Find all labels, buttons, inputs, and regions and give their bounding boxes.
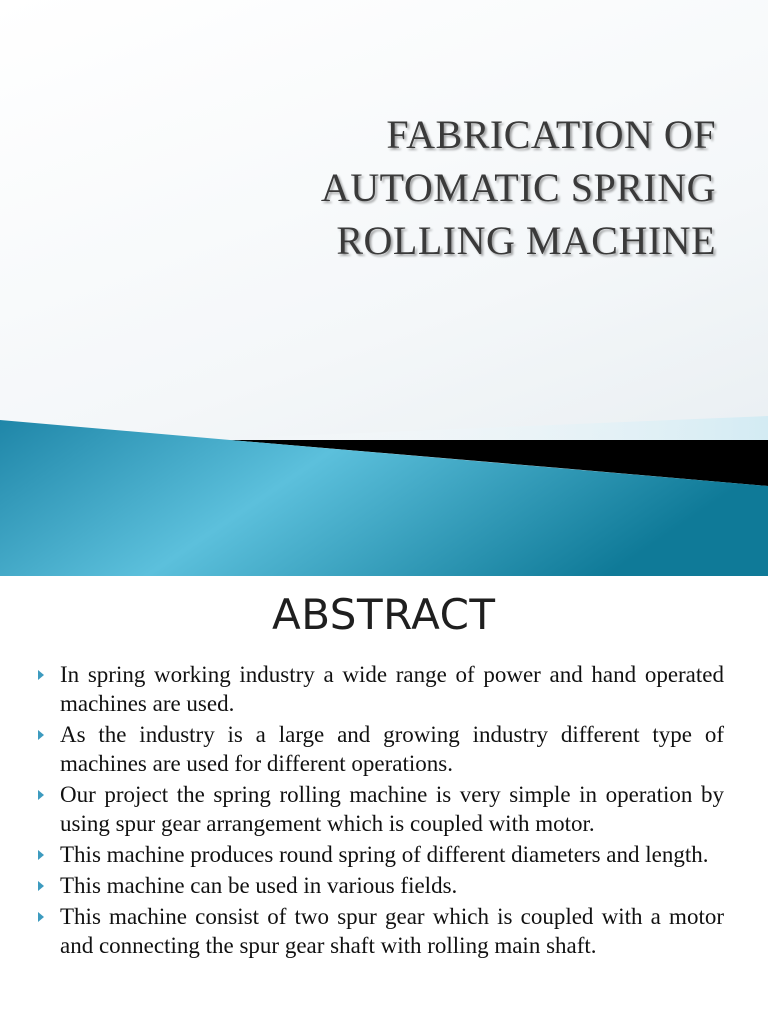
bullet-text: Our project the spring rolling machine is very simple in operation by using spur gear arrangement which is coupled with motor. <box>60 782 724 836</box>
abstract-heading: ABSTRACT <box>272 590 496 639</box>
abstract-bullet-list <box>38 660 724 962</box>
bullet-text: This machine consist of two spur gear which is coupled with a motor and connecting the spur gear shaft with rolling main shaft. <box>60 904 724 958</box>
bullet-text: In spring working industry a wide range of power and hand operated machines are used. <box>60 662 724 716</box>
banner-light-stripe <box>240 416 768 440</box>
triangle-bullet-icon <box>38 790 44 800</box>
abstract-slide <box>0 576 768 1024</box>
bullet-text: This machine can be used in various fields. <box>60 873 458 898</box>
bullet-item <box>38 660 724 718</box>
bullet-text: As the industry is a large and growing industry different type of machines are used for different operations. <box>60 722 724 776</box>
bullet-item <box>38 720 724 778</box>
bullet-item <box>38 902 724 960</box>
bullet-item <box>38 840 724 869</box>
bullet-item <box>38 780 724 838</box>
triangle-bullet-icon <box>38 670 44 680</box>
bullet-item <box>38 871 724 900</box>
triangle-bullet-icon <box>38 881 44 891</box>
decorative-banner <box>0 410 768 576</box>
triangle-bullet-icon <box>38 850 44 860</box>
bullet-text: This machine produces round spring of different diameters and length. <box>60 842 709 867</box>
triangle-bullet-icon <box>38 730 44 740</box>
triangle-bullet-icon <box>38 912 44 922</box>
slide-title: FABRICATION OF AUTOMATIC SPRING ROLLING MACHINE <box>320 112 716 263</box>
